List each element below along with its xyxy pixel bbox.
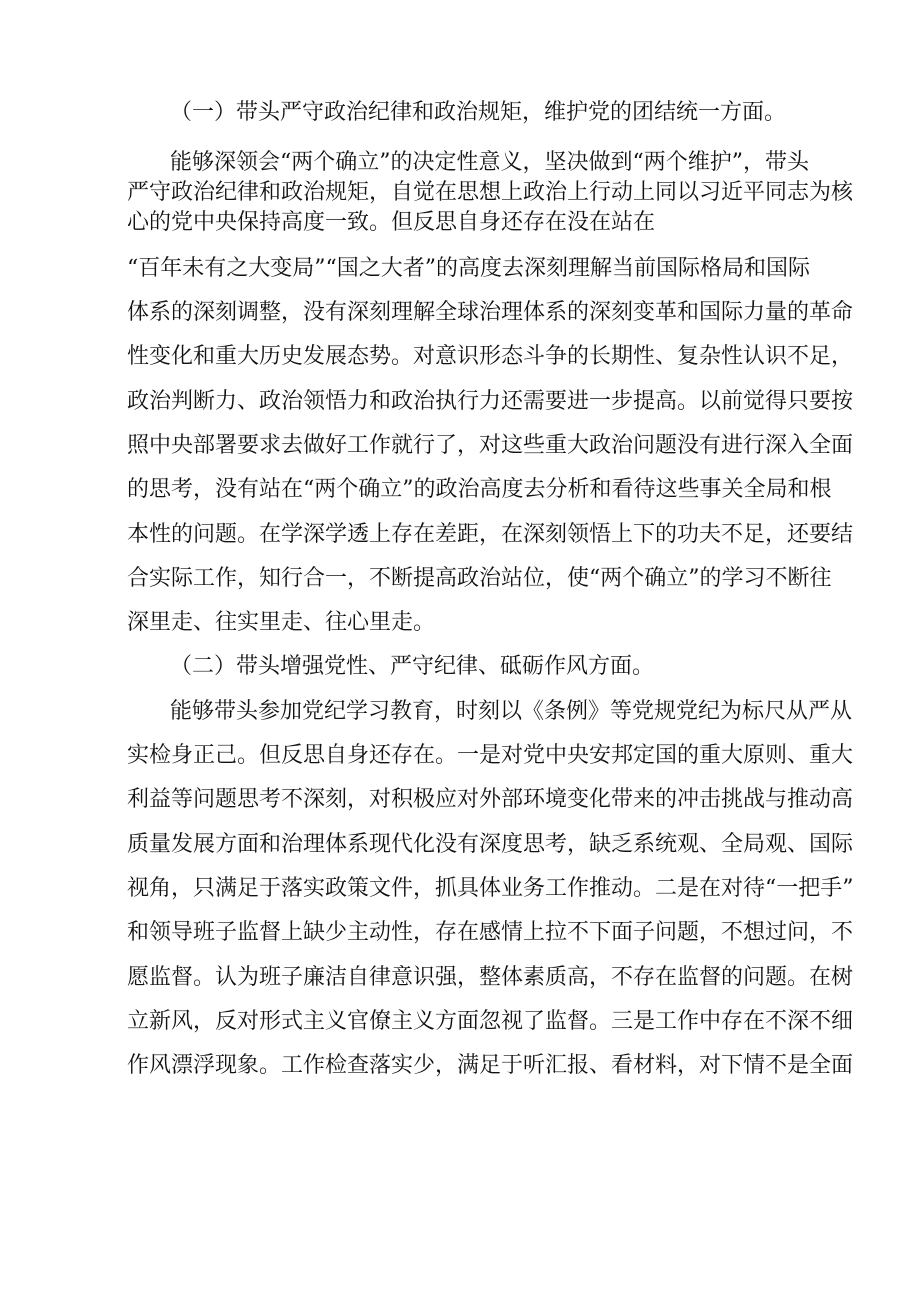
paragraph-2-line: 愿监督。认为班子廉洁自律意识强，整体素质高，不存在监督的问题。在树 [127, 965, 854, 990]
paragraph-2-line: 利益等问题思考不深刻，对积极应对外部环境变化带来的冲击挑战与推动高 [127, 787, 854, 812]
paragraph-1-line: 严守政治纪律和政治规矩，自觉在思想上政治上行动上同以习近平同志为核 [127, 180, 854, 205]
paragraph-2-line: 作风漂浮现象。工作检查落实少，满足于听汇报、看材料，对下情不是全面 [127, 1053, 854, 1078]
section-heading-2: （二）带头增强党性、严守纪律、砥砺作风方面。 [170, 654, 655, 679]
paragraph-2-line: 实检身正己。但反思自身还存在。一是对党中央安邦定国的重大原则、重大 [127, 743, 854, 768]
paragraph-2-line: 视角，只满足于落实政策文件，抓具体业务工作推动。二是在对待“一把手” [127, 876, 854, 901]
paragraph-1-line: 体系的深刻调整，没有深刻理解全球治理体系的深刻变革和国际力量的革命 [127, 300, 854, 325]
paragraph-1-line: 深里走、往实里走、往心里走。 [127, 610, 436, 635]
paragraph-1-line: 照中央部署要求去做好工作就行了，对这些重大政治问题没有进行深入全面 [127, 433, 854, 458]
paragraph-2-line: 能够带头参加党纪学习教育，时刻以《条例》等党规党纪为标尺从严从 [170, 699, 853, 724]
paragraph-1-line: 的思考，没有站在“两个确立”的政治高度去分析和看待这些事关全局和根 [127, 477, 832, 502]
paragraph-1-line: 本性的问题。在学深学透上存在差距，在深刻领悟上下的功夫不足，还要结 [127, 522, 854, 547]
paragraph-1-line: 心的党中央保持高度一致。但反思自身还存在没在站在 [127, 210, 656, 235]
paragraph-2-line: 质量发展方面和治理体系现代化没有深度思考，缺乏系统观、全局观、国际 [127, 832, 854, 857]
paragraph-1-line: 政治判断力、政治领悟力和政治执行力还需要进一步提高。以前觉得只要按 [127, 389, 854, 414]
paragraph-1-line: 合实际工作，知行合一，不断提高政治站位，使“两个确立”的学习不断往 [127, 566, 832, 591]
section-heading-1: （一）带头严守政治纪律和政治规矩，维护党的团结统一方面。 [170, 100, 787, 125]
paragraph-1-line: 能够深领会“两个确立”的决定性意义，坚决做到“两个维护”，带头 [170, 150, 809, 175]
paragraph-2-line: 立新风，反对形式主义官僚主义方面忽视了监督。三是工作中存在不深不细 [127, 1009, 854, 1034]
paragraph-1-line: 性变化和重大历史发展态势。对意识形态斗争的长期性、复杂性认识不足， [127, 344, 854, 369]
paragraph-2-line: 和领导班子监督上缺少主动性，存在感情上拉不下面子问题，不想过问，不 [127, 920, 854, 945]
paragraph-1-line: “百年未有之大变局”“国之大者”的高度去深刻理解当前国际格局和国际 [127, 256, 810, 281]
